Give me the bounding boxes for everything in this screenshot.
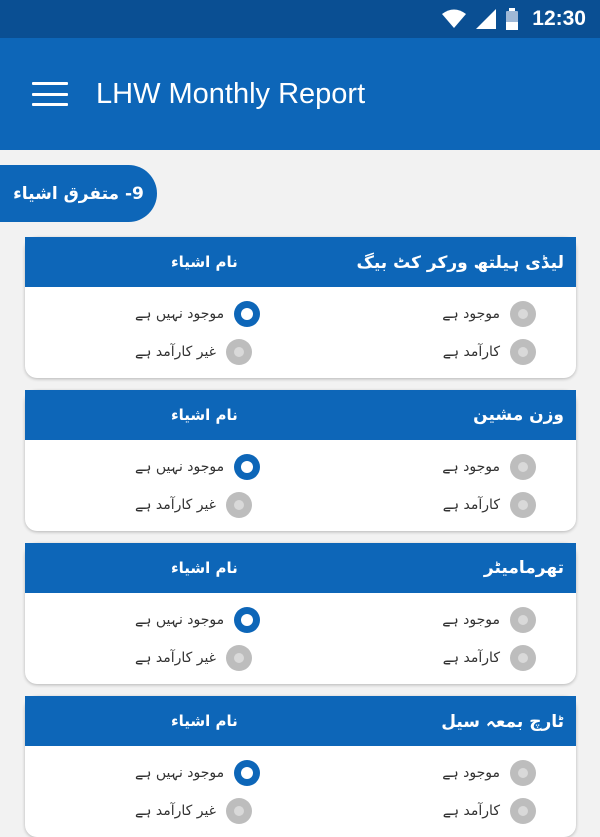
radio-option[interactable] — [135, 492, 252, 518]
status-bar — [0, 0, 600, 38]
radio-button[interactable] — [510, 760, 536, 786]
radio-button[interactable] — [226, 492, 252, 518]
radio-option[interactable] — [135, 760, 260, 786]
radio-option[interactable] — [442, 607, 536, 633]
radio-option[interactable] — [135, 798, 252, 824]
item-card — [25, 390, 576, 531]
radio-label: کارآمد ہے — [442, 497, 500, 513]
radio-option[interactable] — [135, 607, 260, 633]
radio-button[interactable] — [234, 301, 260, 327]
section-tab — [0, 165, 157, 222]
radio-option[interactable] — [135, 339, 252, 365]
signal-icon — [476, 9, 496, 29]
card-header — [25, 390, 576, 440]
radio-label: غیر کارآمد ہے — [135, 803, 217, 819]
radio-option[interactable] — [443, 645, 536, 671]
radio-button[interactable] — [226, 645, 252, 671]
options-group — [25, 440, 576, 531]
radio-label: موجود نہیں ہے — [135, 765, 225, 781]
app-title: LHW Monthly Report — [96, 77, 366, 110]
card-header — [25, 543, 576, 593]
radio-label: کارآمد ہے — [442, 344, 500, 360]
radio-button[interactable] — [234, 760, 260, 786]
radio-label: غیر کارآمد ہے — [135, 497, 217, 513]
item-title: وزن مشین — [473, 405, 564, 425]
radio-button[interactable] — [510, 492, 536, 518]
radio-label: موجود نہیں ہے — [135, 306, 225, 322]
column-label: نام اشیاء — [171, 712, 238, 730]
radio-option[interactable] — [135, 645, 252, 671]
clock: 12:30 — [532, 7, 586, 30]
radio-option[interactable] — [443, 339, 536, 365]
radio-button[interactable] — [510, 645, 536, 671]
radio-button[interactable] — [510, 607, 536, 633]
radio-button[interactable] — [226, 339, 252, 365]
radio-label: موجود نہیں ہے — [135, 612, 225, 628]
options-group — [25, 746, 576, 837]
radio-label: کارآمد ہے — [442, 650, 500, 666]
radio-button[interactable] — [234, 454, 260, 480]
radio-option[interactable] — [443, 798, 536, 824]
radio-label: موجود نہیں ہے — [135, 459, 225, 475]
radio-label: موجود ہے — [442, 459, 500, 475]
column-label: نام اشیاء — [171, 253, 238, 271]
radio-option[interactable] — [442, 301, 536, 327]
radio-label: موجود ہے — [442, 306, 500, 322]
radio-label: غیر کارآمد ہے — [135, 344, 217, 360]
radio-option[interactable] — [442, 454, 536, 480]
radio-button[interactable] — [510, 339, 536, 365]
radio-label: موجود ہے — [442, 612, 500, 628]
radio-option[interactable] — [443, 492, 536, 518]
radio-button[interactable] — [510, 454, 536, 480]
item-card — [25, 696, 576, 837]
wifi-icon — [442, 9, 466, 29]
radio-label: موجود ہے — [442, 765, 500, 781]
options-group — [25, 287, 576, 378]
item-title: ٹارچ بمعہ سیل — [441, 711, 564, 732]
radio-button[interactable] — [510, 301, 536, 327]
radio-label: غیر کارآمد ہے — [135, 650, 217, 666]
item-title: تھرمامیٹر — [483, 558, 564, 578]
column-label: نام اشیاء — [171, 406, 238, 424]
hamburger-menu-icon[interactable] — [32, 82, 68, 106]
item-card — [25, 237, 576, 378]
radio-option[interactable] — [135, 454, 260, 480]
item-title: لیڈی ہیلتھ ورکر کٹ بیگ — [356, 252, 564, 273]
column-label: نام اشیاء — [171, 559, 238, 577]
radio-button[interactable] — [234, 607, 260, 633]
radio-button[interactable] — [226, 798, 252, 824]
battery-icon — [506, 8, 518, 30]
options-group — [25, 593, 576, 684]
radio-label: کارآمد ہے — [442, 803, 500, 819]
section-label: 9- متفرق اشیاء — [13, 183, 144, 204]
card-header — [25, 237, 576, 287]
radio-option[interactable] — [442, 760, 536, 786]
app-bar — [0, 38, 600, 150]
radio-button[interactable] — [510, 798, 536, 824]
item-card — [25, 543, 576, 684]
card-header — [25, 696, 576, 746]
radio-option[interactable] — [135, 301, 260, 327]
